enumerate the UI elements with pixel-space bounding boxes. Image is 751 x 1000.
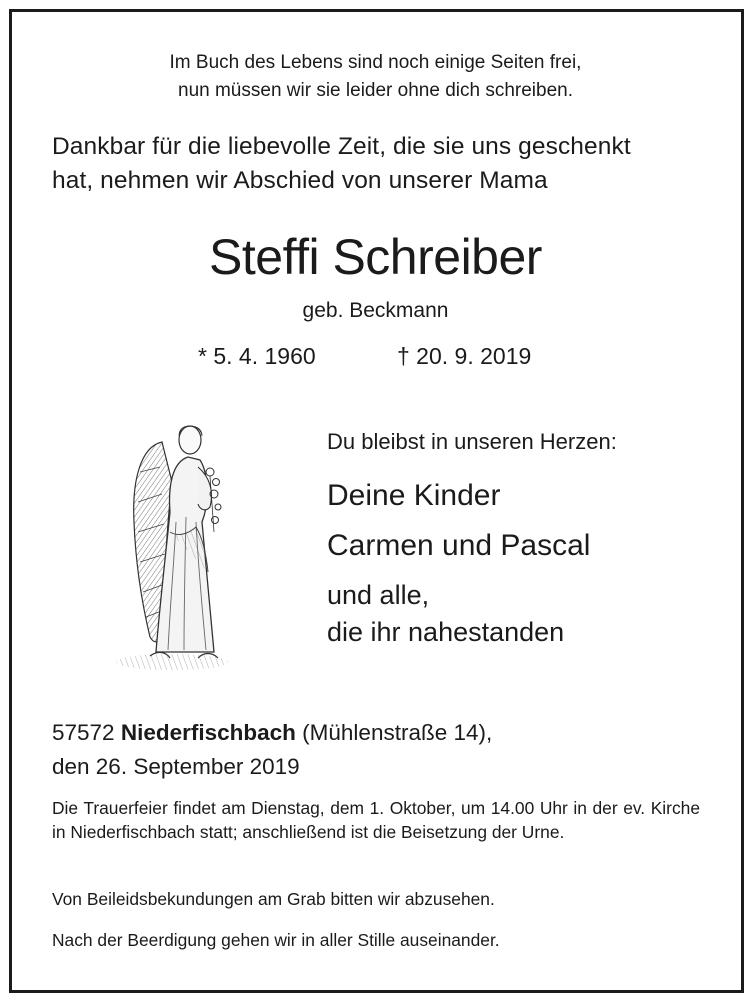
postcode: 57572: [52, 720, 115, 745]
maiden-name: geb. Beckmann: [302, 299, 449, 322]
mourners-line-3: und alle,: [327, 580, 430, 610]
angel-illustration-icon: [110, 412, 235, 677]
birth-date: * 5. 4. 1960: [198, 343, 316, 369]
condolences-notice: Von Beileidsbekundungen am Grab bitten wir abzusehen.: [52, 889, 495, 909]
street: (Mühlenstraße 14),: [302, 720, 493, 745]
town: Niederfischbach: [120, 720, 296, 745]
verse-line-2: nun müssen wir sie leider ohne dich schreiben.: [178, 80, 573, 101]
intro-line-1: Dankbar für die liebevolle Zeit, die sie uns geschenkt: [52, 133, 631, 160]
after-notice: Nach der Beerdigung gehen wir in aller Stille auseinander.: [52, 930, 500, 950]
location-date: den 26. September 2019: [52, 754, 300, 779]
mourners-line-4: die ihr nahestanden: [327, 617, 565, 647]
deceased-name: Steffi Schreiber: [209, 229, 542, 285]
mourners-line-1: Deine Kinder: [327, 479, 501, 512]
death-date: † 20. 9. 2019: [397, 343, 532, 369]
mourners-line-2: Carmen und Pascal: [327, 529, 591, 562]
mourners-intro: Du bleibst in unseren Herzen:: [327, 429, 617, 454]
intro-line-2: hat, nehmen wir Abschied von unserer Mama: [52, 167, 548, 194]
verse-line-1: Im Buch des Lebens sind noch einige Seiten frei,: [169, 52, 582, 73]
funeral-notice: Die Trauerfeier findet am Dienstag, dem 1. Oktober, um 14.00 Uhr in der ev. Kirche in Niederfischbach statt; anschließend ist die Beisetzung der Urne.: [52, 798, 700, 842]
location-address: [52, 718, 492, 748]
